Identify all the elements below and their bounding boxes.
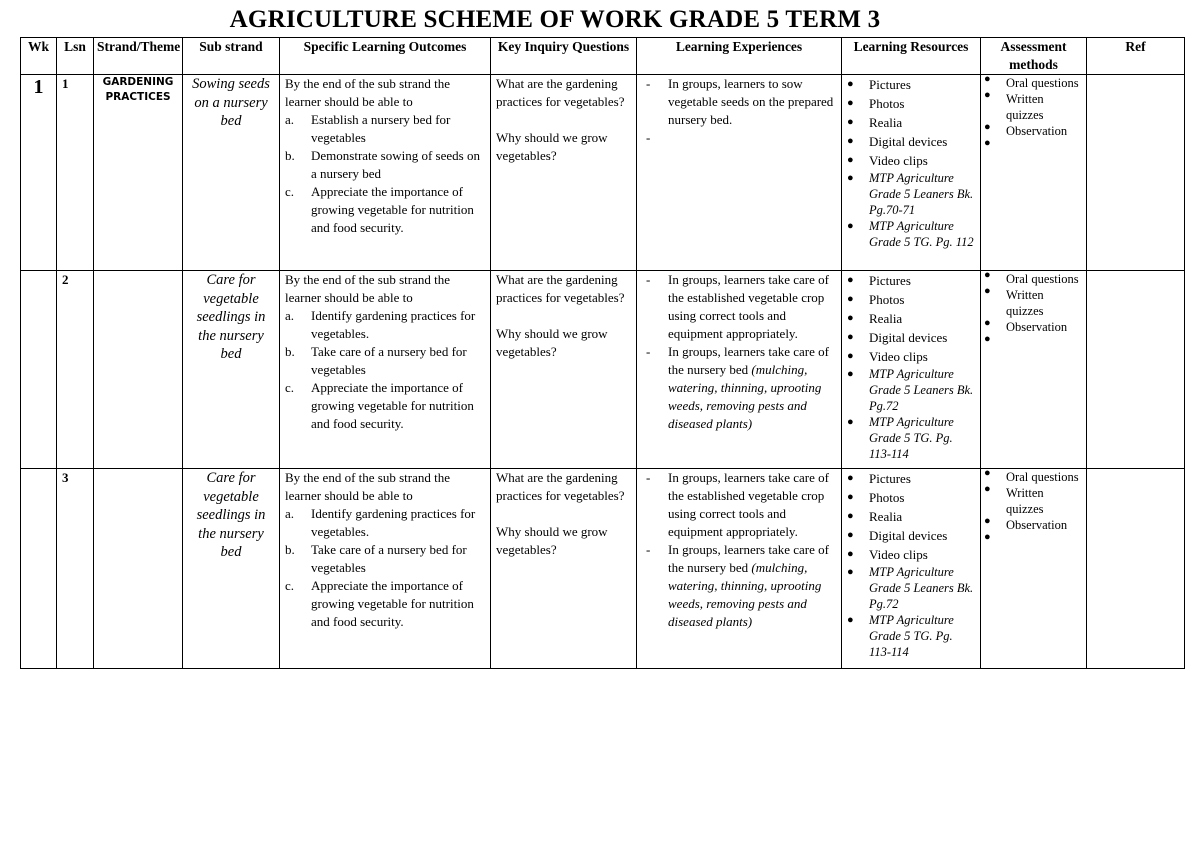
slo-intro: By the end of the sub strand the learner should be able to [285,272,450,305]
assessment-item [986,533,1081,541]
bullet-icon: ● [847,293,854,305]
slo-intro: By the end of the sub strand the learner should be able to [285,470,450,503]
bullet-icon: ● [847,566,854,578]
learning-experiences-cell [637,75,842,271]
slo-cell [280,271,491,469]
assessment-item: ● Oral questions [984,467,1079,484]
resource-item: ● Realia [847,115,903,130]
assessment-item: ● Oral questions [984,269,1079,286]
col-header-sub-strand: Sub strand [183,38,280,75]
bullet-icon: ● [847,350,854,362]
assessment-item: ● Written quizzes [984,89,1044,122]
assessment-cell [981,75,1087,271]
slo-item: a. Establish a nursery bed for vegetables [285,112,451,145]
assessment-item: ● Observation [984,317,1068,334]
bullet-icon: ● [847,614,854,626]
slo-cell [280,469,491,669]
resource-item: ● MTP Agriculture Grade 5 Leaners Bk. Pg.72 [847,565,974,611]
resource-item: ● Digital devices [847,134,948,149]
bullet-icon: ● [984,515,991,527]
sub-strand-cell: Care for vegetable seedlings in the nursery bed [183,469,280,669]
slo-item: a. Identify gardening practices for vegetables. [285,506,476,539]
header-row [21,38,1185,75]
learning-experience-item: - In groups, learners take care of the nursery bed (mulching, watering, thinning, uprooting weeds, removing pests and diseased plants) [646,542,829,629]
table-row [21,271,1185,469]
resource-item: ● MTP Agriculture Grade 5 TG. Pg. 113-114 [847,613,954,659]
bullet-icon: ● [847,274,854,286]
bullet-icon: ● [847,312,854,324]
resource-item: ● Digital devices [847,528,948,543]
resource-item: ● MTP Agriculture Grade 5 TG. Pg. 113-114 [847,415,954,461]
scheme-of-work-table [20,37,1185,669]
bullet-icon: ● [847,472,854,484]
learning-experience-item: - In groups, learners take care of the established vegetable crop using correct tools and equipment appropriately. [646,470,829,539]
lesson-cell: 2 [57,271,94,469]
col-header-strand: Strand/Theme [94,38,183,75]
bullet-icon: ● [847,135,854,147]
document-title: AGRICULTURE SCHEME OF WORK GRADE 5 TERM 3 [229,6,881,33]
assessment-cell [981,271,1087,469]
table-row [21,469,1185,669]
col-header-kiq: Key Inquiry Questions [491,38,637,75]
ref-cell [1087,271,1185,469]
slo-item: b. Demonstrate sowing of seeds on a nursery bed [285,148,480,181]
resource-item: ● Photos [847,292,905,307]
bullet-icon: ● [847,154,854,166]
learning-experiences-cell [637,271,842,469]
bullet-icon: ● [984,333,991,345]
resource-item: ● Realia [847,509,903,524]
bullet-icon: ● [847,116,854,128]
learning-experience-item: - In groups, learners to sow vegetable seeds on the prepared nursery bed. [646,76,834,127]
slo-item: b. Take care of a nursery bed for vegetables [285,344,467,377]
assessment-item: ● Oral questions [984,73,1079,90]
resource-item: ● Video clips [847,153,928,168]
learning-experience-item: - In groups, learners take care of the established vegetable crop using correct tools and equipment appropriately. [646,272,829,341]
assessment-item: ● Written quizzes [984,483,1044,516]
col-header-ref: Ref [1087,38,1185,75]
col-header-wk: Wk [21,38,57,75]
strand-cell: GARDENING PRACTICES [94,75,183,271]
strand-cell [94,271,183,469]
resource-item: ● MTP Agriculture Grade 5 TG. Pg. 112 [847,219,974,249]
learning-resources-cell [842,271,981,469]
bullet-icon: ● [847,331,854,343]
bullet-icon: ● [984,285,991,297]
bullet-icon: ● [984,121,991,133]
slo-item: c. Appreciate the importance of growing vegetable for nutrition and food security. [285,380,474,431]
assessment-cell [981,469,1087,669]
kiq-cell: What are the gardening practices for vegetables? Why should we grow vegetables? [491,271,637,469]
col-header-lr: Learning Resources [842,38,981,75]
learning-experience-item: - In groups, learners take care of the nursery bed (mulching, watering, thinning, uprooting weeds, removing pests and diseased plants) [646,344,829,431]
bullet-icon: ● [847,368,854,380]
resource-item: ● Photos [847,96,905,111]
learning-resources-cell [842,75,981,271]
bullet-icon: ● [847,548,854,560]
bullet-icon: ● [984,467,991,479]
bullet-icon: ● [847,529,854,541]
strand-cell [94,469,183,669]
learning-experience-item: - [646,130,651,145]
week-cell [21,469,57,669]
bullet-icon: ● [984,137,991,149]
lesson-cell: 3 [57,469,94,669]
week-cell: 1 [21,75,57,271]
ref-cell [1087,469,1185,669]
slo-item: c. Appreciate the importance of growing vegetable for nutrition and food security. [285,578,474,629]
bullet-icon: ● [847,491,854,503]
col-header-lsn: Lsn [57,38,94,75]
col-header-le: Learning Experiences [637,38,842,75]
resource-item: ● Video clips [847,547,928,562]
learning-resources-cell [842,469,981,669]
bullet-icon: ● [984,483,991,495]
bullet-icon: ● [984,269,991,281]
resource-item: ● Video clips [847,349,928,364]
resource-item: ● MTP Agriculture Grade 5 Leaners Bk. Pg.70-71 [847,171,974,217]
week-cell [21,271,57,469]
resource-item: ● Photos [847,490,905,505]
kiq-cell: What are the gardening practices for vegetables? Why should we grow vegetables? [491,75,637,271]
slo-item: c. Appreciate the importance of growing vegetable for nutrition and food security. [285,184,474,235]
col-header-am: Assessment methods [981,38,1087,75]
bullet-icon: ● [984,73,991,85]
resource-item: ● Digital devices [847,330,948,345]
learning-experiences-cell [637,469,842,669]
bullet-icon: ● [984,317,991,329]
assessment-item: ● Observation [984,121,1068,138]
resource-item: ● Realia [847,311,903,326]
assessment-item [986,335,1081,343]
slo-item: b. Take care of a nursery bed for vegetables [285,542,467,575]
bullet-icon: ● [847,220,854,232]
bullet-icon: ● [847,97,854,109]
col-header-slo: Specific Learning Outcomes [280,38,491,75]
bullet-icon: ● [847,416,854,428]
resource-item: ● MTP Agriculture Grade 5 Leaners Bk. Pg.72 [847,367,974,413]
slo-cell [280,75,491,271]
table-row [21,75,1185,271]
kiq-cell: What are the gardening practices for vegetables? Why should we grow vegetables? [491,469,637,669]
bullet-icon: ● [847,78,854,90]
sub-strand-cell: Sowing seeds on a nursery bed [183,75,280,271]
assessment-item [986,139,1081,147]
bullet-icon: ● [984,531,991,543]
resource-item: ● Pictures [847,77,911,92]
resource-item: ● Pictures [847,273,911,288]
assessment-item: ● Observation [984,515,1068,532]
ref-cell [1087,75,1185,271]
bullet-icon: ● [984,89,991,101]
slo-item: a. Identify gardening practices for vegetables. [285,308,476,341]
bullet-icon: ● [847,172,854,184]
lesson-cell: 1 [57,75,94,271]
assessment-item: ● Written quizzes [984,285,1044,318]
bullet-icon: ● [847,510,854,522]
resource-item: ● Pictures [847,471,911,486]
slo-intro: By the end of the sub strand the learner should be able to [285,76,450,109]
sub-strand-cell: Care for vegetable seedlings in the nursery bed [183,271,280,469]
